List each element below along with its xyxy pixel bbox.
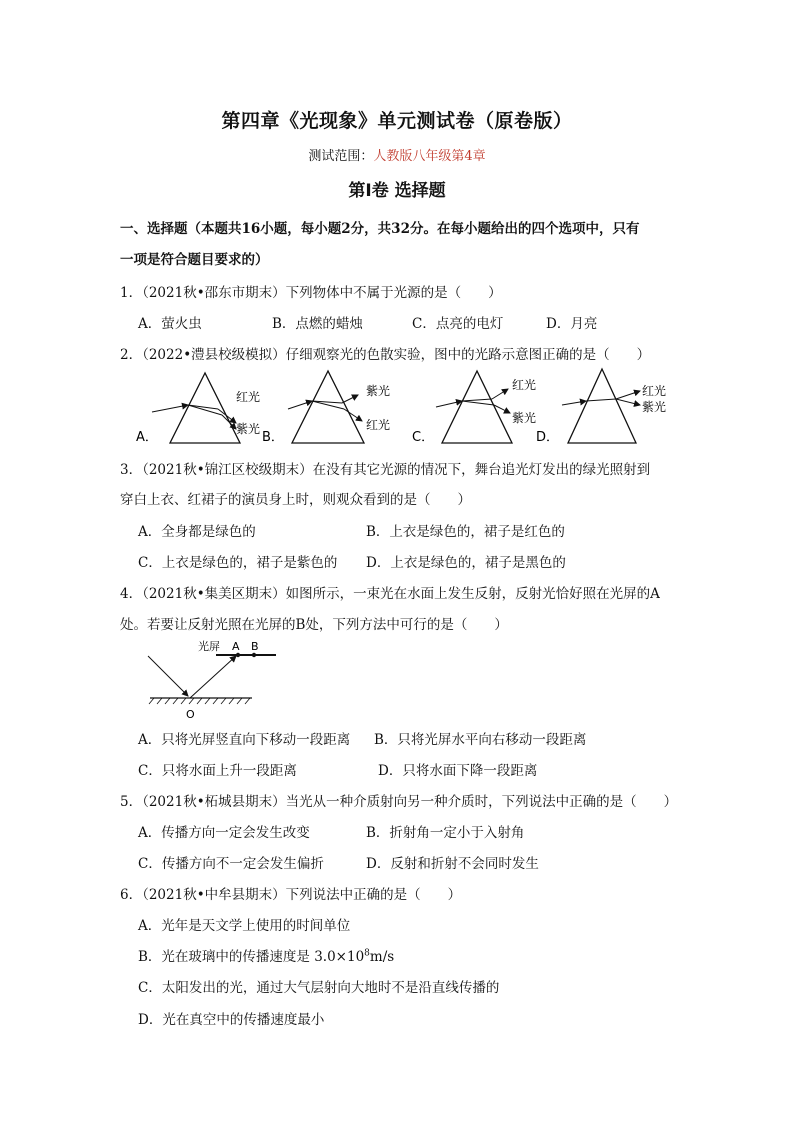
instructions-line-2: 一项是符合题目要求的） — [120, 252, 269, 268]
question-1-option-b: B．点燃的蜡烛 — [272, 316, 363, 332]
question-3-option-d: D．上衣是绿色的，裙子是黑色的 — [366, 555, 566, 571]
page-title: 第四章《光现象》单元测试卷（原卷版） — [221, 110, 573, 132]
unit: m/s — [369, 949, 395, 965]
question-4-option-a: A．只将光屏竖直向下移动一段距离 — [138, 732, 351, 748]
question-5-option-a: A．传播方向一定会发生改变 — [138, 825, 310, 841]
question-6-option-a: A．光年是天文学上使用的时间单位 — [138, 918, 351, 934]
option-d-label: D． — [536, 430, 560, 445]
question-1-option-a: A．萤火虫 — [138, 316, 202, 332]
question-5-option-b: B．折射角一定小于入射角 — [366, 825, 525, 841]
question-5-option-c: C．传播方向不一定会发生偏折 — [138, 856, 324, 872]
question-4-stem-line-1: 4．（2021秋•集美区期末）如图所示，一束光在水面上发生反射，反射光恰好照在光屏的A — [120, 586, 660, 602]
question-5-option-d: D．反射和折射不会同时发生 — [366, 856, 539, 872]
option-a-label: A． — [136, 430, 158, 445]
test-scope-value: 人教版八年级第4章 — [373, 149, 486, 164]
prism-diagram-a — [136, 373, 260, 445]
question-1-stem: 1．（2021秋•邵东市期末）下列物体中不属于光源的是（ ） — [120, 285, 502, 301]
red-light-label: 红光 — [236, 390, 261, 404]
instructions-line-1: 一、选择题（本题共16小题，每小题2分，共32分。在每小题给出的四个选项中，只有 — [120, 221, 640, 237]
question-3-stem-line-1: 3．（2021秋•锦江区校级期末）在没有其它光源的情况下，舞台追光灯发出的绿光照射到 — [120, 462, 651, 478]
purple-light-label: 紫光 — [512, 411, 537, 425]
red-light-label: 红光 — [642, 384, 667, 398]
question-1-option-c: C．点亮的电灯 — [412, 316, 504, 332]
question-1-option-d: D．月亮 — [546, 316, 598, 332]
purple-light-label: 紫光 — [236, 422, 261, 436]
exponent: 8 — [364, 948, 370, 959]
purple-light-label: 紫光 — [366, 384, 391, 398]
question-4-stem-line-2: 处。若要让反射光照在光屏的B处，下列方法中可行的是（ ） — [120, 617, 508, 633]
purple-light-label: 紫光 — [642, 400, 667, 414]
prism-diagram-c — [412, 371, 536, 445]
option-c-label: C． — [412, 430, 435, 445]
section-title: 第Ⅰ卷 选择题 — [348, 181, 446, 201]
red-light-label: 红光 — [512, 378, 537, 392]
question-4-option-c: C．只将水面上升一段距离 — [138, 763, 297, 779]
prism-diagram-b — [262, 371, 390, 445]
question-4-figure — [140, 636, 290, 722]
question-3-option-b: B．上衣是绿色的，裙子是红色的 — [366, 524, 565, 540]
question-5-stem: 5．（2021秋•柘城县期末）当光从一种介质射向另一种介质时，下列说法中正确的是（ ） — [120, 794, 678, 810]
option-b-label: B． — [262, 430, 284, 445]
light-screen-label: 光屏 — [198, 640, 220, 653]
question-4-option-d: D．只将水面下降一段距离 — [378, 763, 538, 779]
question-2-stem: 2．（2022•澧县校级模拟）仔细观察光的色散实验，图中的光路示意图正确的是（ ） — [120, 347, 651, 363]
point-o-label: O — [186, 708, 195, 721]
red-light-label: 红光 — [366, 418, 391, 432]
point-b-label: B — [251, 640, 259, 653]
question-3-stem-line-2: 穿白上衣、红裙子的演员身上时，则观众看到的是（ ） — [120, 492, 471, 508]
question-2-figures — [130, 365, 690, 447]
question-6-option-b — [138, 945, 394, 965]
question-3-option-a: A．全身都是绿色的 — [138, 524, 256, 540]
option-b-text: B．光在玻璃中的传播速度是 3.0×10 — [138, 949, 365, 965]
test-scope — [0, 145, 794, 164]
question-6-option-c: C．太阳发出的光，通过大气层射向大地时不是沿直线传播的 — [138, 980, 500, 996]
test-scope-label: 测试范围： — [308, 149, 374, 164]
question-3-option-c: C．上衣是绿色的，裙子是紫色的 — [138, 555, 338, 571]
question-4-option-b: B．只将光屏水平向右移动一段距离 — [374, 732, 587, 748]
point-a-label: A — [232, 640, 240, 653]
question-6-stem: 6．（2021秋•中牟县期末）下列说法中正确的是（ ） — [120, 887, 462, 903]
prism-diagram-d — [536, 369, 666, 445]
question-6-option-d: D．光在真空中的传播速度最小 — [138, 1012, 325, 1028]
